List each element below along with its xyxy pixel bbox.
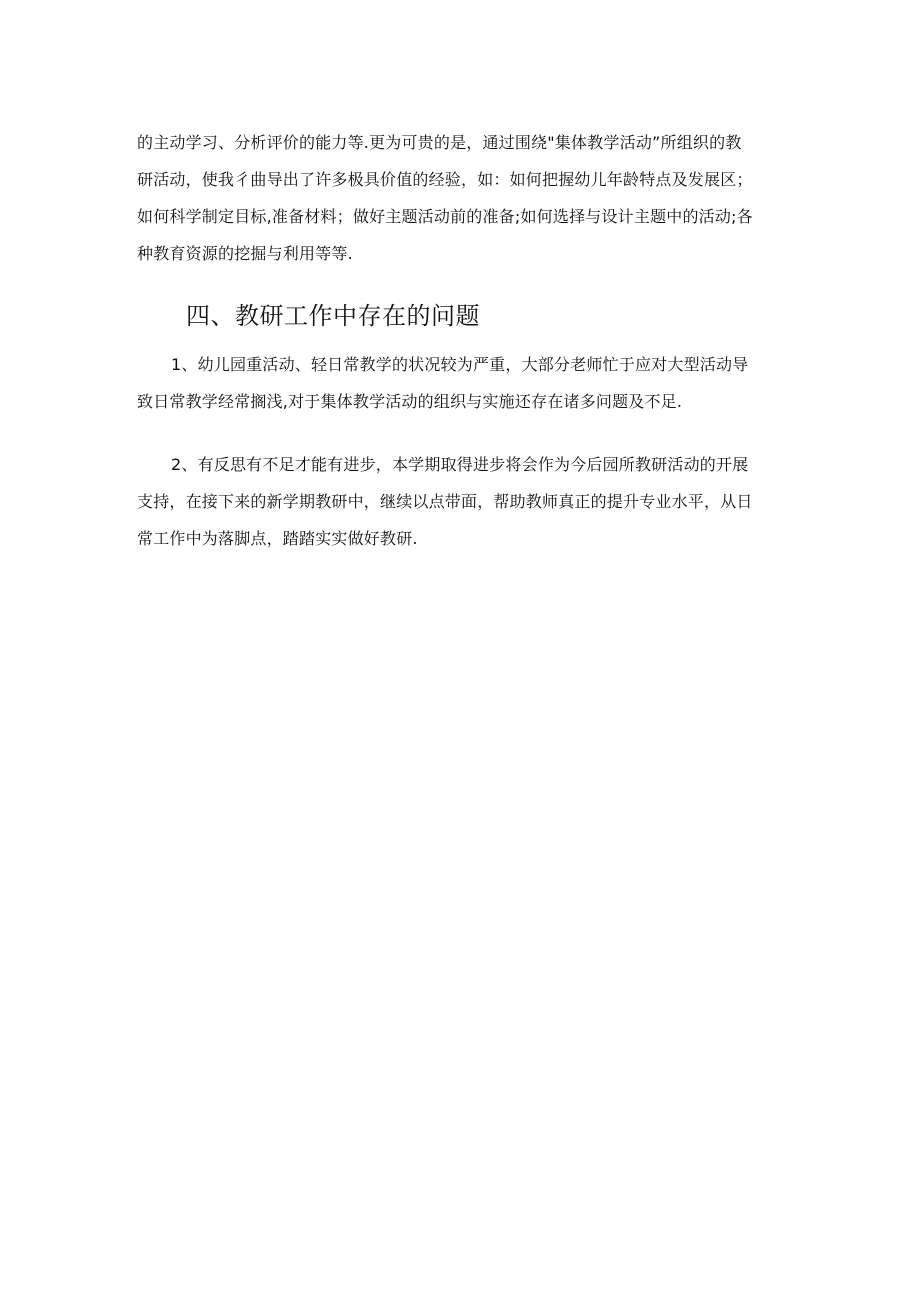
issue-item-2 (137, 446, 777, 557)
paragraph-gap (137, 420, 777, 446)
text-line: 2、有反思有不足才能有进步，本学期取得进步将会作为今后园所教研活动的开展 (171, 455, 749, 474)
text-line: 的主动学习、分析评价的能力等.更为可贵的是，通过围绕"集体教学活动”所组织的教 (137, 133, 742, 152)
text-line: 致日常教学经常搁浅,对于集体教学活动的组织与实施还存在诸多问题及不足. (137, 392, 683, 411)
text-line: 研活动，使我彳曲导出了许多极具价值的经验，如：如何把握幼儿年龄特点及发展区； (137, 170, 753, 189)
text-line: 种教育资源的挖掘与利用等等. (137, 244, 353, 263)
issue-item-1 (137, 346, 777, 420)
text-line: 常工作中为落脚点，踏踏实实做好教研. (137, 529, 418, 548)
section-heading: 四、教研工作中存在的问题 (186, 302, 480, 330)
text-line: 如何科学制定目标,准备材料；做好主题活动前的准备;如何选择与设计主题中的活动;各 (137, 207, 753, 226)
text-line: 支持，在接下来的新学期教研中，继续以点带面，帮助教师真正的提升专业水平，从日 (137, 492, 753, 511)
paragraph-continued (137, 124, 777, 272)
document-body (137, 124, 777, 557)
text-line: 1、幼儿园重活动、轻日常教学的状况较为严重，大部分老师忙于应对大型活动导 (171, 355, 749, 374)
